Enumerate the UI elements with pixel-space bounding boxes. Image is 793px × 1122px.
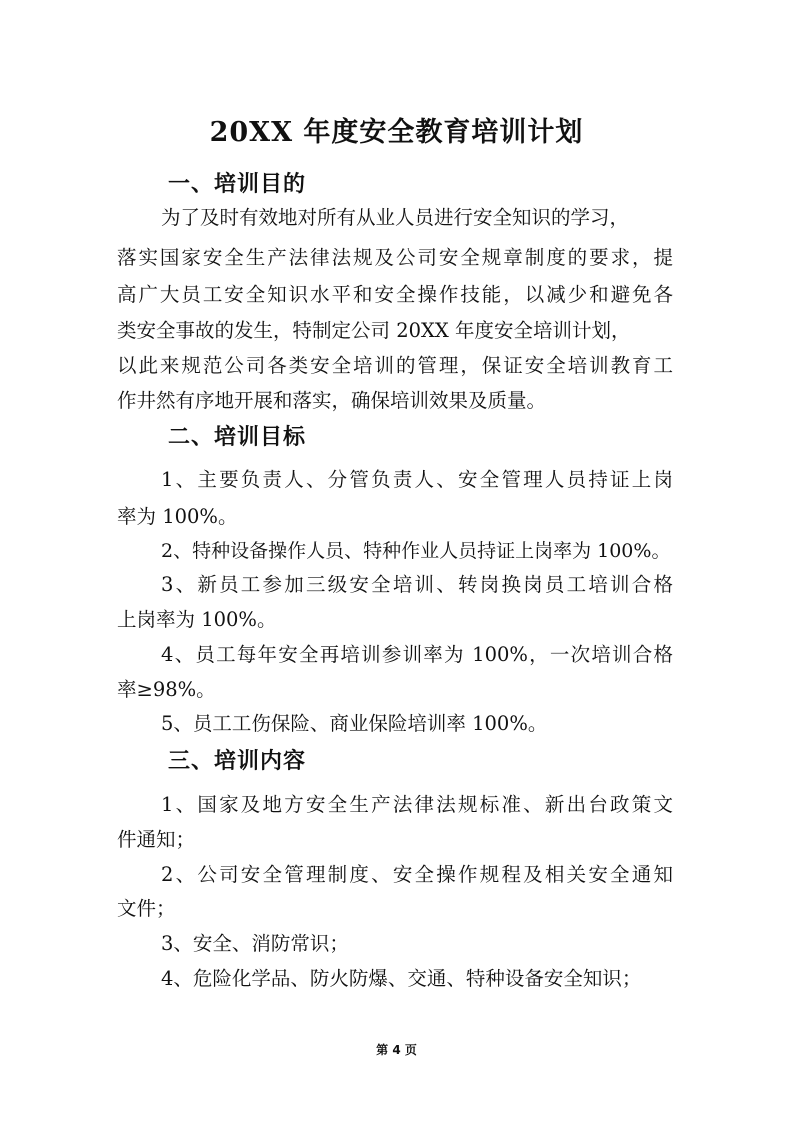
list-item-line: 文件； <box>117 897 176 920</box>
list-item-line: 4、危险化学品、防火防爆、交通、特种设备安全知识； <box>161 967 642 990</box>
list-item-line: 3、新员工参加三级安全培训、转岗换岗员工培训合格 <box>161 573 673 596</box>
paragraph-line: 落实国家安全生产法律法规及公司安全规章制度的要求，提 <box>117 246 673 269</box>
paragraph-line: 作井然有序地开展和落实，确保培训效果及质量。 <box>117 389 547 412</box>
document-title: 20XX 年度安全教育培训计划 <box>209 117 584 148</box>
list-item-line: 1、主要负责人、分管负责人、安全管理人员持证上岗 <box>161 468 673 491</box>
paragraph-line: 为了及时有效地对所有从业人员进行安全知识的学习， <box>161 206 630 229</box>
list-item-line: 件通知； <box>117 828 196 851</box>
paragraph-line: 以此来规范公司各类安全培训的管理，保证安全培训教育工 <box>117 354 673 377</box>
section-heading-goals: 二、培训目标 <box>168 424 307 450</box>
section-heading-purpose: 一、培训目的 <box>168 171 307 197</box>
list-item-line: 上岗率为 100%。 <box>117 608 277 631</box>
list-item-line: 4、员工每年安全再培训参训率为 100%，一次培训合格 <box>161 643 673 666</box>
paragraph-line: 类安全事故的发生，特制定公司 20XX 年度安全培训计划， <box>117 319 631 342</box>
list-item-line: 率≥98%。 <box>117 678 216 701</box>
list-item-line: 2、特种设备操作人员、特种作业人员持证上岗率为 100%。 <box>161 540 671 562</box>
list-item-line: 2、公司安全管理制度、安全操作规程及相关安全通知 <box>161 863 673 886</box>
paragraph-line: 高广大员工安全知识水平和安全操作技能，以减少和避免各 <box>117 283 673 306</box>
list-item-line: 3、安全、消防常识； <box>161 932 349 955</box>
section-heading-content: 三、培训内容 <box>168 748 307 774</box>
page-number: 第 4 页 <box>376 1043 417 1057</box>
list-item-line: 1、国家及地方安全生产法律法规标准、新出台政策文 <box>161 793 673 816</box>
list-item-line: 率为 100%。 <box>117 505 238 528</box>
list-item-line: 5、员工工伤保险、商业保险培训率 100%。 <box>161 712 548 735</box>
